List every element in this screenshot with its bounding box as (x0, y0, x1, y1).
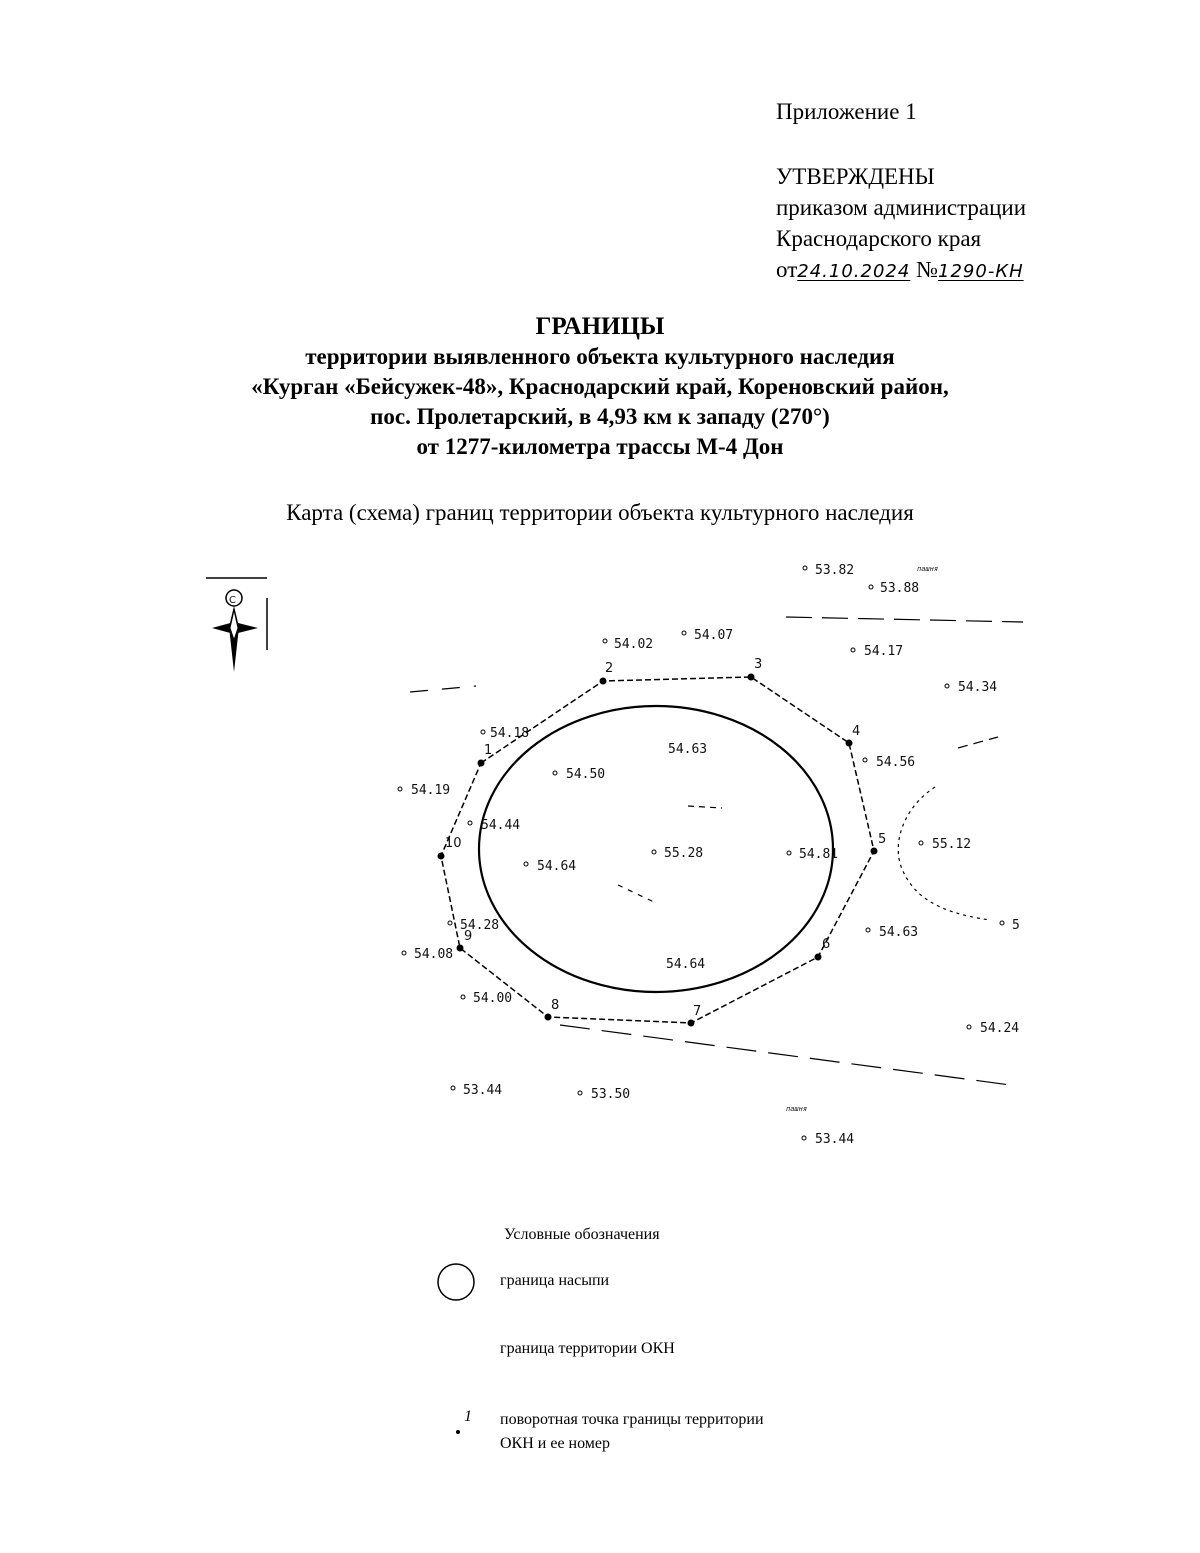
title-line-2: «Курган «Бейсужек-48», Краснодарский край, Кореновский район, (251, 374, 949, 399)
elevation-label: 54.64 (537, 859, 577, 874)
field-label: пашня (786, 1105, 808, 1113)
elevation-label: 54.18 (490, 726, 530, 741)
elevation-label: 54.28 (460, 918, 500, 933)
approval-block (776, 96, 1026, 287)
approval-date-line (776, 254, 1026, 287)
elevation-label: 54.63 (668, 742, 708, 757)
elevation-label: 54.81 (799, 847, 839, 862)
legend-turning-point-line-1: поворотная точка границы территории (500, 1411, 764, 1428)
elevation-label: 54.19 (411, 783, 451, 798)
point-label: 1 (484, 743, 493, 758)
elevation-label: 54.08 (414, 947, 454, 962)
elevation-label: 53.88 (880, 581, 920, 596)
elevation-label: 5 (1012, 918, 1020, 933)
point-label: 3 (754, 657, 763, 672)
number-prefix: № (916, 257, 939, 282)
elevation-label: 55.28 (664, 846, 704, 861)
point-label: 8 (551, 998, 560, 1013)
document-title (0, 312, 1200, 462)
north-letter: С (229, 595, 236, 606)
elevation-label: 53.82 (815, 563, 855, 578)
elevation-label: 54.63 (879, 925, 919, 940)
elevation-label: 55.12 (932, 837, 972, 852)
point-label: 2 (605, 661, 614, 676)
legend-territory-label: граница территории ОКН (500, 1340, 675, 1357)
approved-label: УТВЕРЖДЕНЫ (776, 164, 935, 189)
legend-point-number: 1 (464, 1408, 472, 1425)
elevation-label: 54.17 (864, 644, 904, 659)
legend-turning-point (500, 1408, 764, 1456)
elevation-label: 54.24 (980, 1021, 1020, 1036)
elevation-labels (411, 563, 1020, 1147)
legend-title: Условные обозначения (504, 1226, 660, 1243)
elevation-label: 54.07 (694, 628, 734, 643)
elevation-label: 54.00 (473, 991, 513, 1006)
title-line-1: территории выявленного объекта культурного наследия (305, 344, 895, 369)
north-arrow-icon (206, 578, 267, 672)
elevation-label: 54.02 (614, 637, 654, 652)
point-label: 10 (445, 836, 462, 851)
mound-boundary (479, 706, 833, 992)
appendix-label: Приложение 1 (776, 99, 917, 124)
elevation-label: 54.64 (666, 957, 706, 972)
boundary-map (0, 550, 1200, 1190)
title-main: ГРАНИЦЫ (535, 313, 665, 340)
map-subtitle: Карта (схема) границ территории объекта культурного наследия (286, 500, 914, 525)
title-line-3: пос. Пролетарский, в 4,93 км к западу (270°) (370, 404, 830, 429)
point-label: 5 (878, 832, 887, 847)
mound-legend-icon (436, 1262, 478, 1304)
field-label: пашня (917, 565, 939, 573)
elevation-label: 53.44 (815, 1132, 855, 1147)
point-label: 6 (822, 937, 831, 952)
elevation-label: 54.50 (566, 767, 606, 782)
order-date: 24.10.2024 (797, 261, 911, 282)
elevation-label: 53.50 (591, 1087, 631, 1102)
elevation-label: 54.34 (958, 680, 998, 695)
legend-mound-label: граница насыпи (500, 1272, 610, 1289)
elevation-label: 54.44 (481, 818, 521, 833)
elevation-label: 53.44 (463, 1083, 503, 1098)
legend-turning-point-line-2: ОКН и ее номер (500, 1435, 611, 1452)
turning-point-legend-icon (452, 1408, 478, 1442)
approval-line-2: Краснодарского края (776, 226, 982, 251)
approval-line-1: приказом администрации (776, 195, 1027, 220)
point-label: 7 (693, 1004, 702, 1019)
elevation-label: 54.56 (876, 755, 916, 770)
point-label: 9 (464, 929, 473, 944)
point-label: 4 (852, 724, 861, 739)
order-number: 1290-КН (938, 261, 1024, 282)
title-line-4: от 1277-километра трассы М-4 Дон (416, 434, 784, 459)
from-prefix: от (776, 257, 798, 282)
